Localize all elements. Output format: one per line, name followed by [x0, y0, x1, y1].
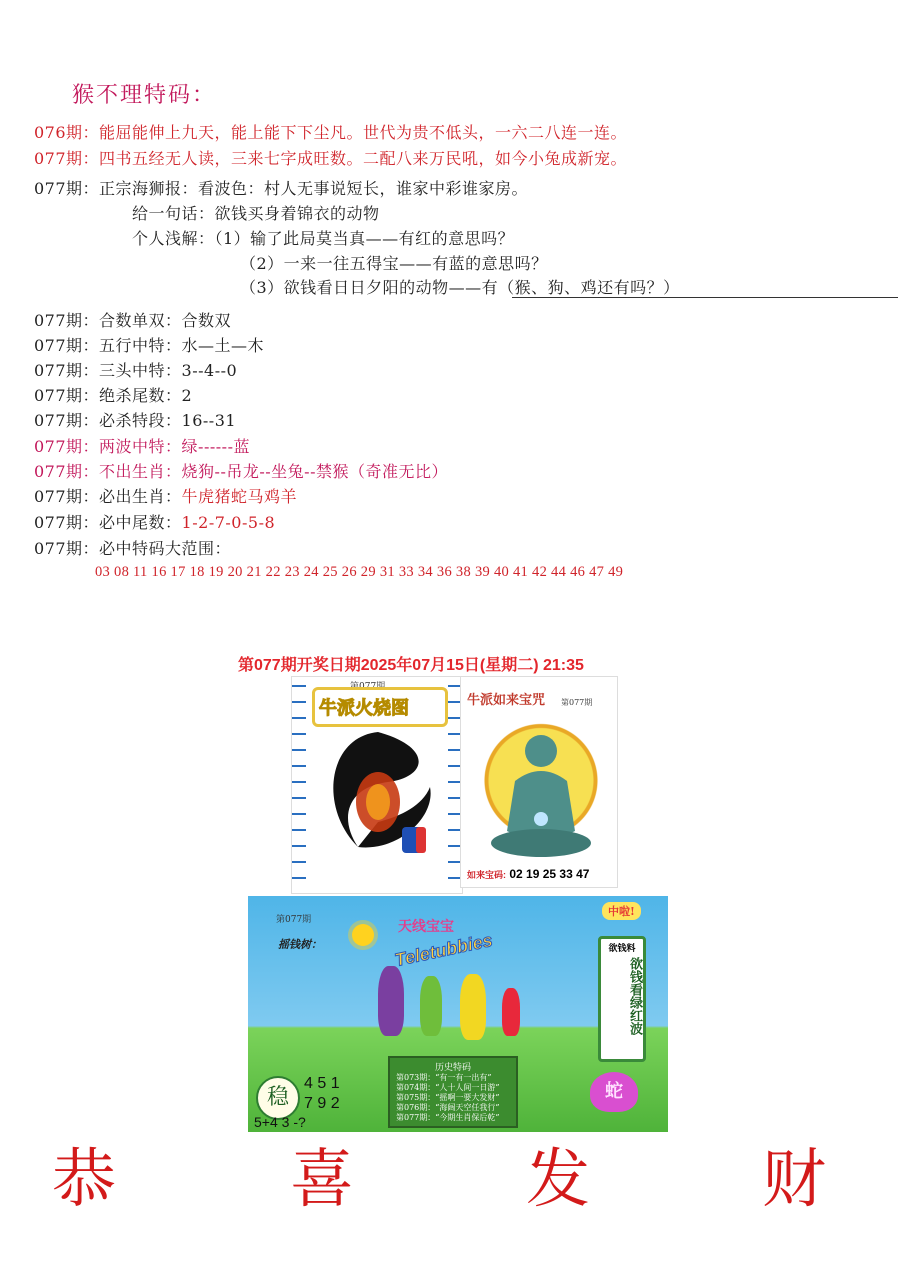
prediction-value: 烧狗--吊龙--坐兔--禁猴（奇准无比）	[181, 462, 448, 481]
prediction-label: 077期：不出生肖：	[34, 462, 182, 481]
laa-laa-icon	[460, 974, 486, 1040]
prediction-row: 077期：必中特码大范围：	[34, 539, 232, 558]
interpretation-1: 个人浅解：（1）输了此局莫当真——有红的意思吗？	[132, 229, 515, 248]
blessing-char: 喜	[290, 1143, 354, 1217]
prediction-row: 077期：合数单双：合数双	[34, 311, 232, 330]
stable-badge: 稳	[256, 1076, 300, 1120]
prediction-value: 1-2-7-0-5-8	[181, 513, 276, 532]
prophecy-line-077: 077期：四书五经无人读，三来七字成旺数。二配八来万民吼，如今小兔成新宠。	[34, 149, 628, 168]
prediction-row: 077期：五行中特：水—土—木	[34, 336, 265, 355]
number-grid-footer: 5+4 3 -?	[254, 1114, 306, 1130]
panel-header: 牛派如来宝咒	[467, 692, 546, 707]
blessing-char: 恭	[52, 1143, 116, 1217]
teletubbies-image	[248, 896, 668, 1132]
prediction-row	[34, 459, 448, 482]
prediction-row: 077期：绝杀尾数：2	[34, 386, 193, 405]
prediction-value: 绿------蓝	[181, 437, 250, 456]
blessing-char: 财	[762, 1143, 826, 1217]
tinky-winky-icon	[378, 966, 404, 1036]
dipsy-icon	[420, 976, 442, 1036]
border-strip	[292, 677, 306, 893]
number-grid: 4 5 1 7 9 2	[304, 1075, 340, 1112]
prediction-label: 077期：必出生肖：	[34, 487, 182, 506]
hint-scroll: 欲钱料 欲钱看绿红波	[598, 936, 646, 1062]
panel-period: 第077期	[276, 915, 312, 925]
money-tree-label: 摇钱树：	[278, 938, 322, 951]
prediction-row	[34, 510, 275, 533]
teletubbies-logo: Teletubbies	[392, 929, 495, 971]
prediction-label: 077期：两波中特：	[34, 437, 182, 456]
haishi-line: 077期：正宗海狮报：看波色：村人无事说短长，谁家中彩谁家房。	[34, 179, 529, 198]
flame-yin-yang-icon	[318, 727, 438, 857]
page-title: 猴不理特码：	[72, 83, 217, 108]
buddha-chart-image	[460, 676, 618, 888]
divider	[512, 297, 898, 298]
prediction-row: 077期：三头中特：3--4--0	[34, 361, 238, 380]
po-icon	[502, 988, 520, 1036]
history-board: 历史特码 第073期：“有一有一出有” 第074期：“人十人间一日游” 第075期：“摇啊一要大发财” 第076期：“海阔天空任我行” 第077期：“今期生肖保后乾”	[388, 1056, 518, 1128]
fire-chart-image	[291, 676, 463, 894]
prediction-row	[34, 434, 250, 457]
win-badge: 中啦!	[602, 902, 641, 920]
draw-date: 第077期开奖日期2025年07月15日(星期二) 21:35	[238, 657, 584, 674]
prediction-row	[34, 484, 297, 507]
interpretation-3: （3）欲钱看日日夕阳的动物——有（猴、狗、鸡还有吗？）	[240, 278, 680, 297]
hint-line: 给一句话：欲钱买身着锦衣的动物	[132, 204, 380, 223]
prediction-label: 077期：必中尾数：	[34, 513, 182, 532]
panel-header: 牛派火烧图	[312, 687, 448, 727]
prediction-row: 077期：必杀特段：16--31	[34, 411, 237, 430]
buddha-numbers: 如来宝码: 02 19 25 33 47	[467, 867, 590, 881]
blessing-char: 发	[526, 1143, 590, 1217]
sun-icon	[352, 924, 374, 946]
snake-icon: 蛇	[590, 1072, 638, 1112]
teletubbies-title: 天线宝宝	[398, 918, 454, 934]
prediction-value: 牛虎猪蛇马鸡羊	[181, 487, 298, 506]
number-range: 03 08 11 16 17 18 19 20 21 22 23 24 25 26 29 31 33 34 36 38 39 40 41 42 44 46 47 49	[95, 564, 624, 580]
prophecy-line-076: 076期：能屈能伸上九天，能上能下下尘凡。世代为贵不低头，一六二八连一连。	[34, 123, 628, 142]
panel-period: 第077期	[561, 698, 593, 707]
buddha-icon	[485, 721, 597, 861]
interpretation-2: （2）一来一往五得宝——有蓝的意思吗？	[240, 254, 548, 273]
